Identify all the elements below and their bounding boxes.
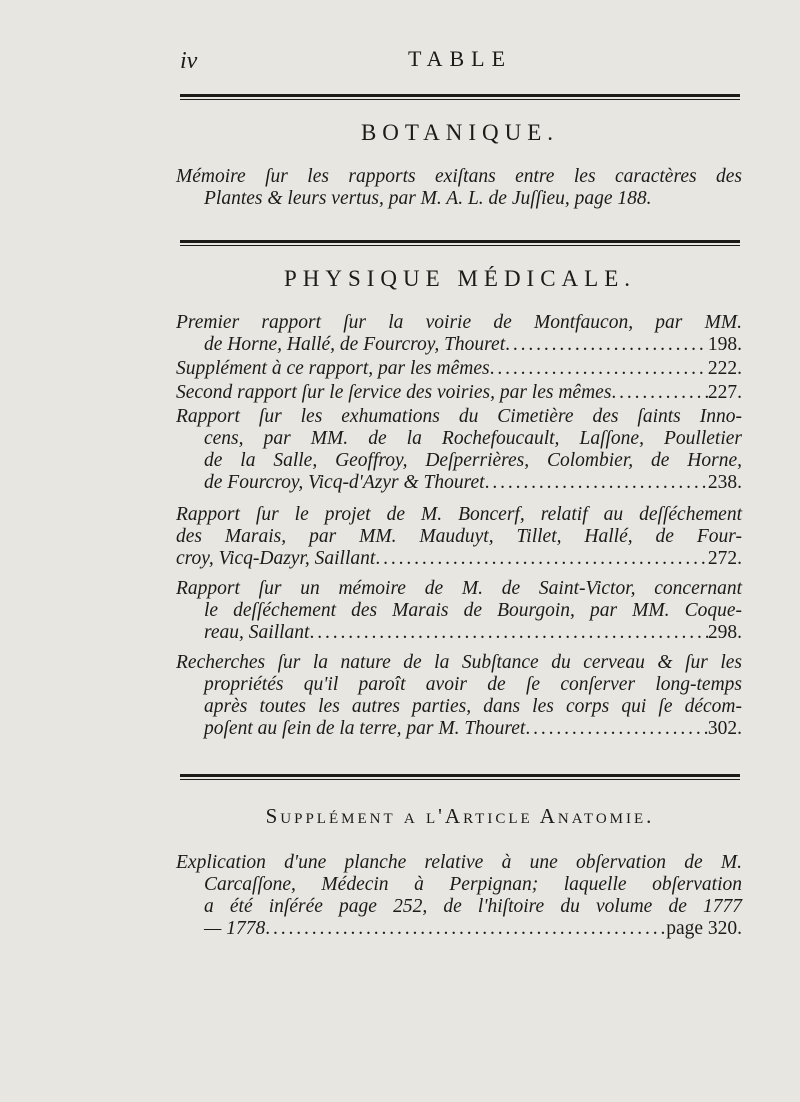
running-title: TABLE [407,46,513,71]
entry-line: Rapport ſur le projet de M. Boncerf, relatif au deſſéchement [176,504,742,525]
entry-line: poſent au ſein de la terre, par M. Thouret . . . 302. [176,718,742,740]
entry-line: Mémoire ſur les rapports exiſtans entre les caractères des [176,166,742,187]
leader-dots [309,622,707,644]
entry-line: Recherches ſur la nature de la Subſtance du cerveau & ſur les [176,652,742,673]
leader-dots [375,548,708,570]
entry-line: Premier rapport ſur la voirie de Montfaucon, par MM. [176,312,742,333]
entry-page-ref: 222. [707,358,742,379]
leader-dots [505,334,708,356]
entry-page-ref: page 320. [666,918,742,939]
entry-botanique-memoire [176,166,742,210]
entry-line: Explication d'une planche relative à une obſervation de M. [176,852,742,873]
entry-line: — 1778 . . . page 320. [176,918,742,940]
section-rule [180,240,740,243]
entry-line: des Marais, par MM. Mauduyt, Tillet, Hallé, de Four- [176,526,742,547]
page-header [180,44,740,78]
entry-rapport-exhumations [176,406,742,494]
entry-line: après toutes les autres parties, dans les corps qui ſe décom- [204,696,742,717]
entry-page-ref: 272. [707,548,742,569]
entry-page-ref: 302. [707,718,742,739]
entry-line: Second rapport ſur le ſervice des voiries, par les mêmes . . . 227. [176,382,742,404]
section-rule [180,774,740,777]
entry-line: le deſſéchement des Marais de Bourgoin, par MM. Coque- [204,600,742,621]
leader-dots [490,358,708,380]
leader-dots [485,472,708,494]
entry-page-ref: 238. [707,472,742,493]
entry-line: a été inſérée page 252, de l'hiſtoire du volume de 1777 [204,896,742,917]
entry-page-ref: 198. [707,334,742,355]
leader-dots [611,382,707,404]
entry-rapport-boncerf [176,504,742,570]
section-title-botanique: BOTANIQUE. [360,120,560,145]
entry-recherches-cerveau [176,652,742,740]
entry-line: de la Salle, Geoffroy, Deſperrières, Colombier, de Horne, [204,450,742,471]
entry-line: croy, Vicq-Dazyr, Saillant . . . 272. [176,548,742,570]
entry-line: Rapport ſur les exhumations du Cimetière des ſaints Inno- [176,406,742,427]
entry-page-ref: 227. [707,382,742,403]
section-title-supplement-anatomie: Supplément a l'Article Anatomie. [265,804,655,828]
entry-line: Rapport ſur un mémoire de M. de Saint-Victor, concernant [176,578,742,599]
entry-rapport-saint-victor [176,578,742,644]
entry-line: Plantes & leurs vertus, par M. A. L. de Juſſieu, page 188. [204,188,652,209]
entry-line: de Fourcroy, Vicq-d'Azyr & Thouret . . . 238. [176,472,742,494]
leader-dots [265,918,666,940]
entry-line: de Horne, Hallé, de Fourcroy, Thouret . . . 198. [176,334,742,356]
entry-explication-planche [176,852,742,940]
entry-line: propriétés qu'il paroît avoir de ſe conſerver long-temps [204,674,742,695]
entry-premier-rapport [176,312,742,356]
entry-supplement [176,358,742,380]
section-title-physique-medicale: PHYSIQUE MÉDICALE. [283,266,637,291]
entry-line: reau, Saillant . . . 298. [176,622,742,644]
entry-page-ref: 298. [707,622,742,643]
leader-dots [525,718,708,740]
entry-line: Supplément à ce rapport, par les mêmes . . . 222. [176,358,742,380]
entry-second-rapport [176,382,742,404]
page-number: iv [180,48,198,74]
header-rule [180,94,740,97]
entry-line: Carcaſſone, Médecin à Perpignan; laquelle obſervation [204,874,742,895]
entry-line: cens, par MM. de la Rochefoucault, Laſſone, Poulletier [204,428,742,449]
